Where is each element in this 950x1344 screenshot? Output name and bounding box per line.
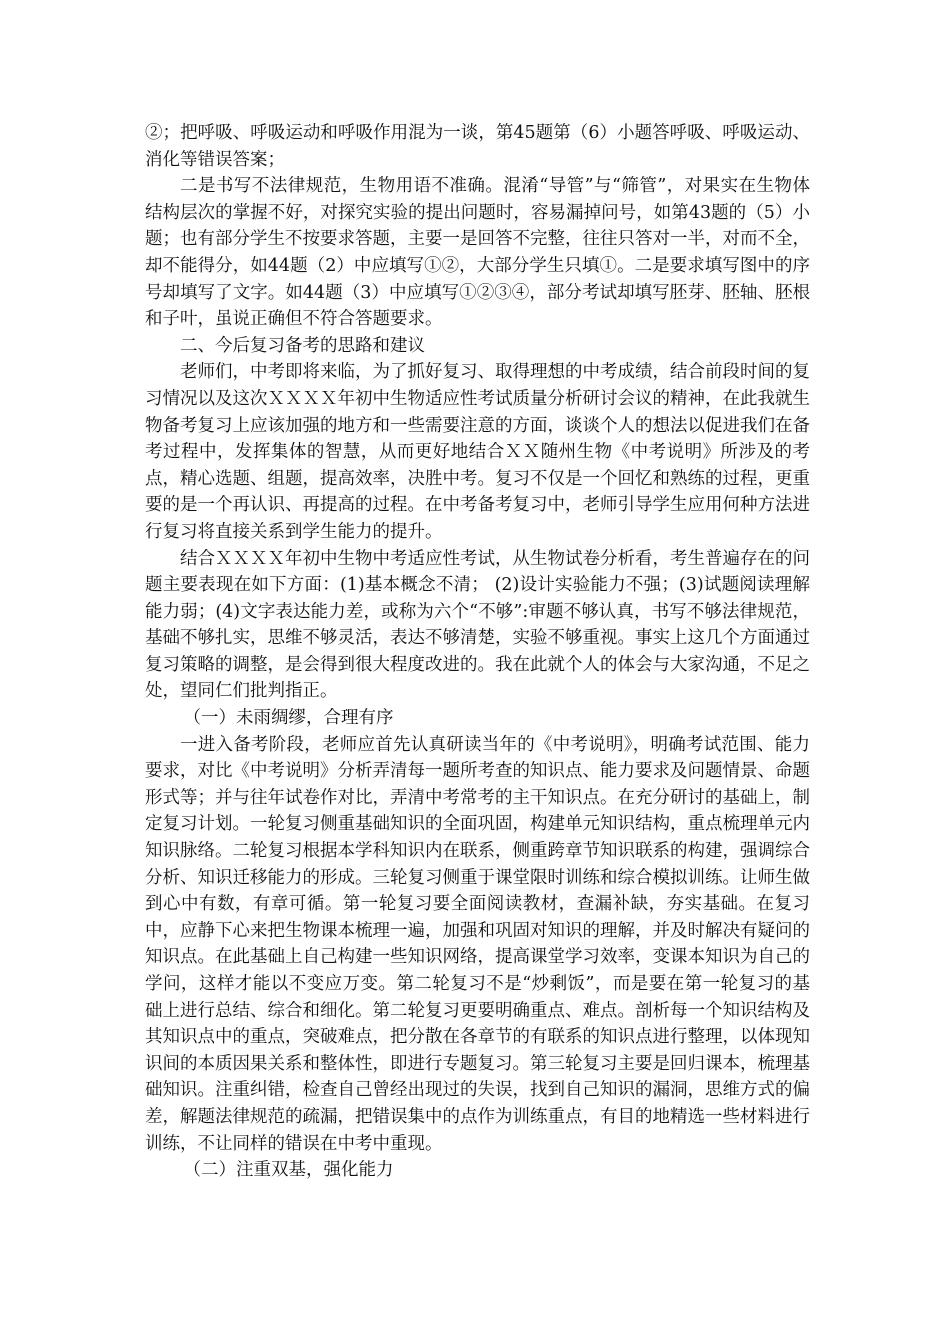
paragraph-exam-analysis: 结合ＸＸＸＸ年初中生物中考适应性考试，从生物试卷分析看，考生普遍存在的问题主要表现在如下方面：(1)基本概念不清； (2)设计实验能力不强；(3)试题阅读理解能力弱；(4)文字表达能力差，或称为六个“不够”:审题不够认真，书写不够法律规范，基础不够扎实，思维不够灵活，表达不够清楚，实验不够重视。事实上这几个方面通过复习策略的调整，是会得到很大程度改进的。我在此就个人的体会与大家沟通，不足之处，望同仁们批判指正。 (145, 548, 810, 702)
section-heading-review-ideas: 二、今后复习备考的思路和建议 (180, 335, 425, 356)
paragraph-review-rounds: 一进入备考阶段，老师应首先认真研读当年的《中考说明》，明确考试范围、能力要求，对比《中考说明》分析弄清每一题所考查的知识点、能力要求及问题情景、命题形式等；并与往年试卷作对比，弄清中考常考的主干知识点。在充分研讨的基础上，制定复习计划。一轮复习侧重基础知识的全面巩固，构建单元知识结构，重点梳理单元内知识脉络。二轮复习根据本学科知识内在联系，侧重跨章节知识联系的构建，强调综合分析、知识迁移能力的形成。三轮复习侧重于课堂限时训练和综合模拟训练。让师生做到心中有数，有章可循。第一轮复习要全面阅读教材，查漏补缺，夯实基础。在复习中，应静下心来把生物课本梳理一遍，加强和巩固对知识的理解，并及时解决有疑问的知识点。在此基础上自己构建一些知识网络，提高课堂学习效率，变课本知识为自己的学问，这样才能以不变应万变。第二轮复习不是“炒剩饭”，而是要在第一轮复习的基础上进行总结、综合和细化。第二轮复习更要明确重点、难点。剖析每一个知识结构及其知识点中的重点，突破难点，把分散在各章节的有联系的知识点进行整理，以体现知识间的本质因果关系和整体性，即进行专题复习。第三轮复习主要是回归课本，梳理基础知识。注重纠错，检查自己曾经出现过的失误，找到自己知识的漏洞，思维方式的偏差，解题法律规范的疏漏，把错误集中的点作为训练重点，有目的地精选一些材料进行训练，不让同样的错误在中考中重现。 (145, 734, 810, 1154)
subheading-fundamentals: （二）注重双基，强化能力 (183, 1160, 394, 1181)
paragraph-writing-errors: 二是书写不法律规范，生物用语不准确。混淆“导管”与“筛管”，对果实在生物体结构层次的掌握不好，对探究实验的提出问题时，容易漏掉问号，如第43题的（5）小题；也有部分学生不按要求答题，主要一是回答不完整，往往只答对一半，对而不全，却不能得分，如44题（2）中应填写①②，大部分学生只填①。二是要求填写图中的序号却填写了文字。如44题（3）中应填写①②③④，部分考试却填写胚芽、胚轴、胚根和子叶，虽说正确但不符合答题要求。 (145, 176, 810, 330)
paragraph-continuation: ②；把呼吸、呼吸运动和呼吸作用混为一谈，第45题第（6）小题答呼吸、呼吸运动、消化等错误答案； (145, 123, 810, 170)
paragraph-teachers-intro: 老师们，中考即将来临，为了抓好复习、取得理想的中考成绩，结合前段时间的复习情况以及这次ＸＸＸＸ年初中生物适应性考试质量分析研讨会议的精神，在此我就生物备考复习上应该加强的地方和一些需要注意的方面，谈谈个人的想法以促进我们在备考过程中，发挥集体的智慧，从而更好地结合ＸＸ随州生物《中考说明》所涉及的考点，精心选题、组题，提高效率，决胜中考。复习不仅是一个回忆和熟练的过程，更重要的是一个再认识、再提高的过程。在中考备考复习中，老师引导学生应用何种方法进行复习将直接关系到学生能力的提升。 (145, 362, 810, 542)
subheading-planning: （一）未雨绸缪，合理有序 (183, 708, 394, 729)
document-body (145, 120, 810, 1184)
